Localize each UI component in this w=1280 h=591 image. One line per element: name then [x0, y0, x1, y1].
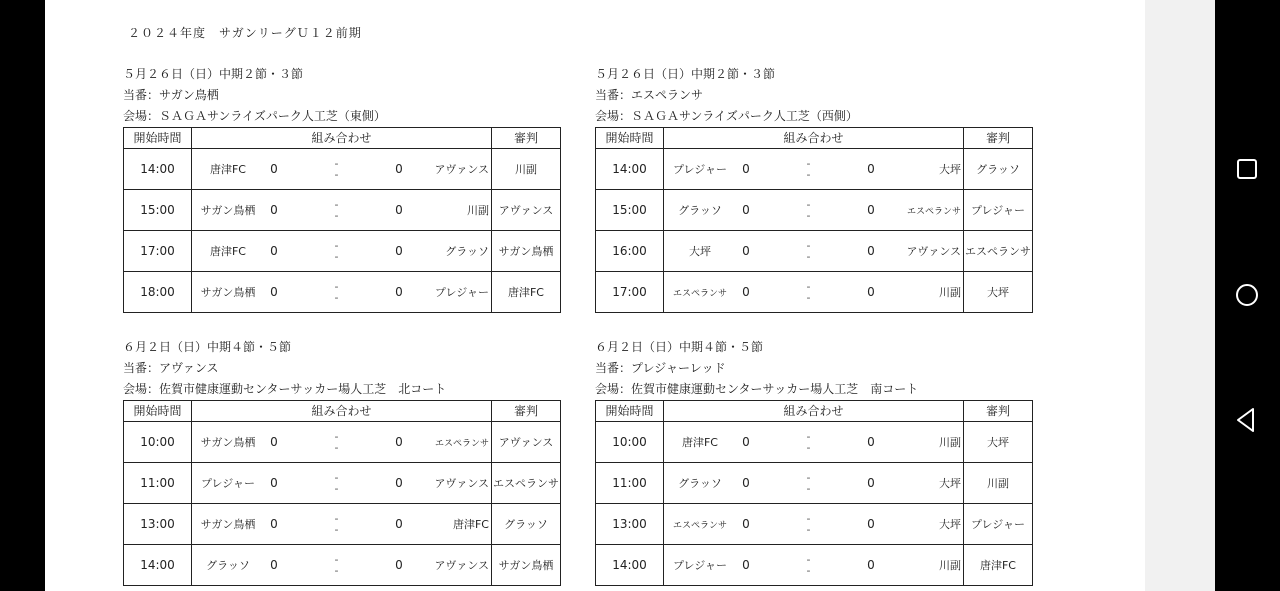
schedule-block	[595, 337, 1032, 586]
block-venue: 会場：佐賀市健康運動センターサッカー場人工芝 北コート	[123, 382, 447, 396]
match-cell	[664, 504, 964, 545]
dash-top: -	[334, 239, 339, 252]
header-match: 組み合わせ	[664, 128, 964, 149]
table-row	[124, 231, 561, 272]
referee: エスペランサ	[492, 463, 561, 504]
dash-bottom: -	[334, 250, 339, 263]
score-separator	[284, 472, 389, 494]
kickoff-time: 14:00	[124, 545, 192, 586]
away-score: 0	[867, 285, 875, 299]
header-match: 組み合わせ	[664, 401, 964, 422]
match-cell	[192, 149, 492, 190]
home-team: 唐津FC	[209, 245, 246, 258]
header-time: 開始時間	[124, 128, 192, 149]
score-separator	[756, 554, 861, 576]
dash-top: -	[334, 512, 339, 525]
home-score: 0	[270, 244, 278, 258]
referee: 川副	[964, 463, 1033, 504]
away-team: 川副	[939, 436, 961, 449]
referee: アヴァンス	[492, 422, 561, 463]
dash-bottom: -	[806, 482, 811, 495]
header-match: 組み合わせ	[192, 401, 492, 422]
dash-top: -	[806, 553, 811, 566]
home-team: グラッソ	[678, 204, 722, 217]
block-venue: 会場：佐賀市健康運動センターサッカー場人工芝 南コート	[595, 382, 919, 396]
home-score: 0	[270, 517, 278, 531]
block-duty: 当番：サガン鳥栖	[123, 88, 219, 102]
dash-top: -	[806, 471, 811, 484]
dash-bottom: -	[334, 564, 339, 577]
block-venue: 会場：ＳＡＧＡサンライズパーク人工芝（東側）	[123, 109, 386, 123]
match-row	[192, 545, 491, 585]
away-score: 0	[395, 162, 403, 176]
away-team: 川副	[467, 204, 489, 217]
away-team: アヴァンス	[434, 477, 489, 490]
match-cell	[664, 463, 964, 504]
away-score: 0	[395, 285, 403, 299]
table-row	[124, 545, 561, 586]
dash-top: -	[334, 553, 339, 566]
match-cell	[192, 272, 492, 313]
score-separator	[284, 554, 389, 576]
away-team: アヴァンス	[906, 245, 961, 258]
away-score: 0	[395, 435, 403, 449]
home-team: サガン鳥栖	[200, 518, 256, 531]
home-team: 唐津FC	[681, 436, 718, 449]
referee: エスペランサ	[964, 231, 1033, 272]
away-score: 0	[867, 244, 875, 258]
header-match: 組み合わせ	[192, 128, 492, 149]
dash-top: -	[334, 280, 339, 293]
home-team: エスペランサ	[672, 520, 727, 531]
home-score: 0	[742, 517, 750, 531]
dash-bottom: -	[806, 291, 811, 304]
home-score: 0	[742, 162, 750, 176]
referee: サガン鳥栖	[492, 231, 561, 272]
table-row	[596, 463, 1033, 504]
table-row	[596, 149, 1033, 190]
away-team: アヴァンス	[434, 559, 489, 572]
header-ref: 審判	[492, 401, 561, 422]
dash-top: -	[806, 430, 811, 443]
kickoff-time: 18:00	[124, 272, 192, 313]
dash-bottom: -	[334, 482, 339, 495]
dash-bottom: -	[806, 168, 811, 181]
schedule-block	[123, 337, 560, 586]
kickoff-time: 15:00	[124, 190, 192, 231]
dash-bottom: -	[334, 523, 339, 536]
kickoff-time: 14:00	[596, 149, 664, 190]
away-score: 0	[395, 476, 403, 490]
schedule-table	[595, 127, 1033, 313]
away-score: 0	[395, 517, 403, 531]
home-score: 0	[742, 203, 750, 217]
home-team: プレジャー	[672, 163, 728, 176]
match-row	[192, 504, 491, 544]
kickoff-time: 16:00	[596, 231, 664, 272]
table-row	[124, 149, 561, 190]
away-team: アヴァンス	[434, 163, 489, 176]
dash-bottom: -	[334, 209, 339, 222]
block-duty: 当番：エスペランサ	[595, 88, 704, 102]
table-row	[596, 422, 1033, 463]
schedule-table	[123, 400, 561, 586]
home-team: 唐津FC	[209, 163, 246, 176]
referee: プレジャー	[964, 504, 1033, 545]
away-team: エスペランサ	[434, 438, 489, 449]
home-score: 0	[742, 476, 750, 490]
score-separator	[756, 158, 861, 180]
dash-top: -	[806, 157, 811, 170]
table-row	[596, 231, 1033, 272]
home-team: プレジャー	[200, 477, 256, 490]
dash-top: -	[806, 198, 811, 211]
match-row	[664, 422, 963, 462]
home-score: 0	[742, 435, 750, 449]
away-score: 0	[395, 244, 403, 258]
score-separator	[284, 158, 389, 180]
dash-bottom: -	[806, 209, 811, 222]
header-time: 開始時間	[124, 401, 192, 422]
kickoff-time: 11:00	[596, 463, 664, 504]
match-row	[664, 545, 963, 585]
away-score: 0	[867, 476, 875, 490]
away-score: 0	[395, 203, 403, 217]
match-row	[192, 190, 491, 230]
away-team: 唐津FC	[452, 518, 489, 531]
match-cell	[192, 545, 492, 586]
match-row	[664, 463, 963, 503]
dash-top: -	[334, 471, 339, 484]
schedule-block	[123, 64, 560, 313]
document-title: ２０２４年度 サガンリーグＵ１２前期	[128, 26, 362, 40]
home-team: グラッソ	[206, 559, 250, 572]
home-score: 0	[270, 476, 278, 490]
match-row	[192, 463, 491, 503]
match-row	[192, 422, 491, 462]
kickoff-time: 14:00	[596, 545, 664, 586]
home-score: 0	[742, 285, 750, 299]
header-ref: 審判	[492, 128, 561, 149]
referee: グラッソ	[492, 504, 561, 545]
dash-top: -	[806, 239, 811, 252]
document-page	[45, 0, 1145, 591]
away-team: プレジャー	[434, 286, 489, 299]
score-separator	[756, 281, 861, 303]
away-team: 大坪	[939, 477, 961, 490]
home-team: エスペランサ	[672, 288, 727, 299]
match-cell	[192, 231, 492, 272]
away-score: 0	[867, 558, 875, 572]
referee: 唐津FC	[492, 272, 561, 313]
score-separator	[284, 281, 389, 303]
away-team: グラッソ	[445, 245, 489, 258]
kickoff-time: 17:00	[124, 231, 192, 272]
home-score: 0	[270, 285, 278, 299]
score-separator	[756, 199, 861, 221]
referee: アヴァンス	[492, 190, 561, 231]
block-duty: 当番：アヴァンス	[123, 361, 219, 375]
match-cell	[664, 422, 964, 463]
match-cell	[664, 231, 964, 272]
match-cell	[664, 190, 964, 231]
match-cell	[664, 545, 964, 586]
back-triangle-icon[interactable]	[1233, 406, 1261, 434]
match-cell	[192, 190, 492, 231]
header-time: 開始時間	[596, 401, 664, 422]
match-row	[664, 149, 963, 189]
score-separator	[756, 431, 861, 453]
match-cell	[664, 272, 964, 313]
home-score: 0	[270, 435, 278, 449]
dash-bottom: -	[806, 250, 811, 263]
dash-top: -	[334, 157, 339, 170]
home-team: サガン鳥栖	[200, 436, 256, 449]
table-row	[596, 504, 1033, 545]
away-score: 0	[867, 162, 875, 176]
block-duty: 当番：プレジャーレッド	[595, 361, 726, 375]
home-circle-icon[interactable]	[1233, 281, 1261, 309]
dash-bottom: -	[334, 291, 339, 304]
referee: サガン鳥栖	[492, 545, 561, 586]
match-row	[192, 149, 491, 189]
kickoff-time: 14:00	[124, 149, 192, 190]
referee: 大坪	[964, 272, 1033, 313]
home-team: サガン鳥栖	[200, 286, 256, 299]
table-row	[596, 272, 1033, 313]
kickoff-time: 10:00	[596, 422, 664, 463]
header-ref: 審判	[964, 128, 1033, 149]
home-team: グラッソ	[678, 477, 722, 490]
home-team: サガン鳥栖	[200, 204, 256, 217]
table-row	[124, 463, 561, 504]
header-time: 開始時間	[596, 128, 664, 149]
dash-top: -	[806, 512, 811, 525]
kickoff-time: 17:00	[596, 272, 664, 313]
score-separator	[284, 240, 389, 262]
dash-bottom: -	[806, 564, 811, 577]
kickoff-time: 13:00	[596, 504, 664, 545]
match-row	[664, 190, 963, 230]
schedule-block	[595, 64, 1032, 313]
referee: 大坪	[964, 422, 1033, 463]
table-row	[596, 190, 1033, 231]
header-ref: 審判	[964, 401, 1033, 422]
dash-bottom: -	[806, 523, 811, 536]
scroll-gutter	[1145, 0, 1215, 591]
match-cell	[192, 422, 492, 463]
kickoff-time: 11:00	[124, 463, 192, 504]
block-venue: 会場：ＳＡＧＡサンライズパーク人工芝（西側）	[595, 109, 858, 123]
match-row	[664, 504, 963, 544]
match-row	[664, 231, 963, 271]
home-score: 0	[270, 558, 278, 572]
home-score: 0	[742, 558, 750, 572]
dash-top: -	[806, 280, 811, 293]
home-score: 0	[270, 203, 278, 217]
dash-bottom: -	[806, 441, 811, 454]
score-separator	[284, 199, 389, 221]
score-separator	[284, 513, 389, 535]
away-score: 0	[867, 203, 875, 217]
home-team: プレジャー	[672, 559, 728, 572]
away-score: 0	[867, 517, 875, 531]
away-team: 川副	[939, 559, 961, 572]
away-team: 大坪	[939, 163, 961, 176]
match-cell	[192, 504, 492, 545]
dash-bottom: -	[334, 441, 339, 454]
table-row	[124, 422, 561, 463]
referee: 唐津FC	[964, 545, 1033, 586]
table-row	[124, 190, 561, 231]
away-score: 0	[867, 435, 875, 449]
schedule-table	[123, 127, 561, 313]
match-cell	[192, 463, 492, 504]
score-separator	[756, 240, 861, 262]
away-team: 大坪	[939, 518, 961, 531]
home-score: 0	[270, 162, 278, 176]
kickoff-time: 10:00	[124, 422, 192, 463]
home-score: 0	[742, 244, 750, 258]
dash-bottom: -	[334, 168, 339, 181]
block-date: ６月２日（日）中期４節・５節	[123, 340, 292, 354]
match-row	[192, 231, 491, 271]
score-separator	[284, 431, 389, 453]
match-row	[192, 272, 491, 312]
block-date: ６月２日（日）中期４節・５節	[595, 340, 764, 354]
away-score: 0	[395, 558, 403, 572]
match-cell	[664, 149, 964, 190]
kickoff-time: 15:00	[596, 190, 664, 231]
away-team: 川副	[939, 286, 961, 299]
schedule-table	[595, 400, 1033, 586]
dash-top: -	[334, 198, 339, 211]
score-separator	[756, 472, 861, 494]
dash-top: -	[334, 430, 339, 443]
recents-square-icon[interactable]	[1233, 155, 1261, 183]
match-row	[664, 272, 963, 312]
block-date: ５月２６日（日）中期２節・３節	[595, 67, 776, 81]
score-separator	[756, 513, 861, 535]
home-team: 大坪	[689, 245, 711, 258]
kickoff-time: 13:00	[124, 504, 192, 545]
referee: プレジャー	[964, 190, 1033, 231]
referee: 川副	[492, 149, 561, 190]
table-row	[124, 272, 561, 313]
referee: グラッソ	[964, 149, 1033, 190]
android-nav-bar	[1215, 0, 1280, 591]
away-team: エスペランサ	[906, 206, 961, 217]
table-row	[124, 504, 561, 545]
block-date: ５月２６日（日）中期２節・３節	[123, 67, 304, 81]
table-row	[596, 545, 1033, 586]
